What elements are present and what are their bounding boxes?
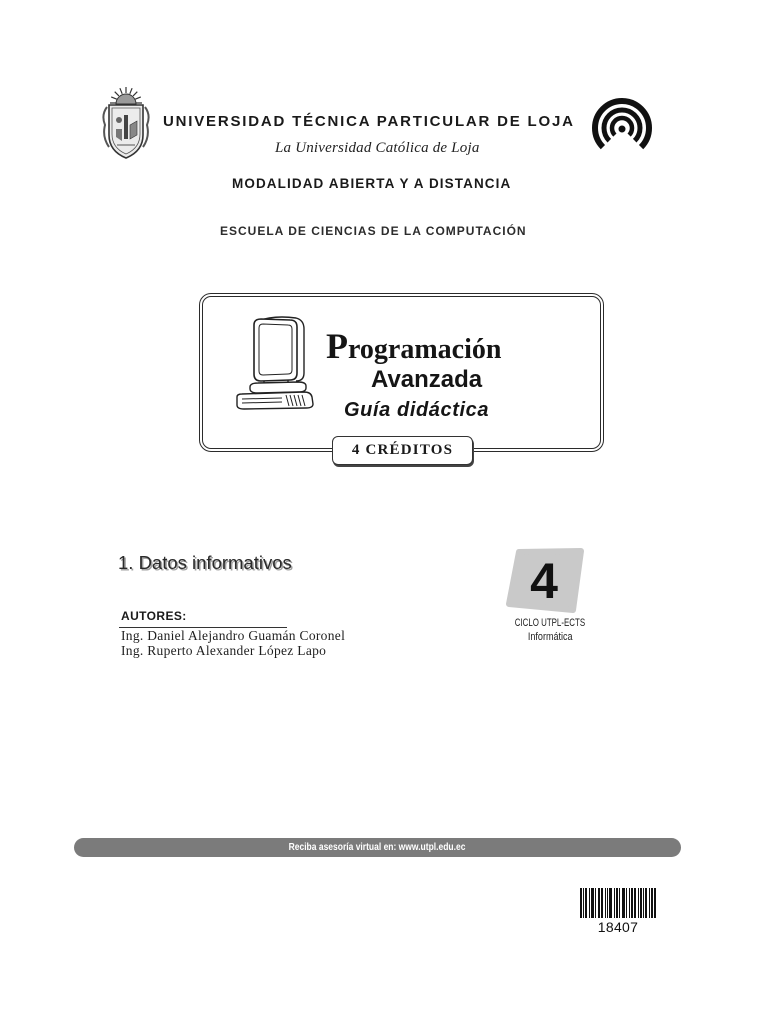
course-subtitle: Avanzada [371, 366, 483, 393]
university-name: UNIVERSIDAD TÉCNICA PARTICULAR DE LOJA [163, 113, 575, 130]
cycle-number: 4 [530, 553, 558, 609]
utpl-arches-logo-icon [591, 96, 653, 152]
barcode-number: 18407 [597, 919, 639, 935]
university-tagline: La Universidad Católica de Loja [275, 140, 480, 156]
cycle-label-text: CICLO UTPL-ECTS [514, 617, 586, 629]
footer-bar [74, 838, 681, 857]
credits-label: 4 CRÉDITOS [351, 442, 454, 458]
cycle-label [500, 617, 600, 630]
school-heading: ESCUELA DE CIENCIAS DE LA COMPUTACIÓN [220, 224, 527, 238]
modality-heading: MODALIDAD ABIERTA Y A DISTANCIA [232, 176, 512, 191]
course-title: Programación [326, 326, 502, 366]
credits-badge [332, 436, 473, 465]
footer-text: Reciba asesoría virtual en: www.utpl.edu.ec [289, 842, 466, 853]
cycle-program [500, 631, 600, 644]
university-crest-icon [99, 85, 153, 161]
cycle-program-text: Informática [527, 631, 573, 643]
author-name: Ing. Ruperto Alexander López Lapo [121, 643, 327, 658]
author-name: Ing. Daniel Alejandro Guamán Coronel [121, 628, 346, 643]
barcode-icon [580, 888, 656, 918]
guide-label: Guía didáctica [344, 399, 490, 421]
authors-label: AUTORES: [121, 609, 187, 623]
section-heading: 1. Datos informativos [118, 552, 292, 573]
computer-icon [234, 315, 318, 411]
